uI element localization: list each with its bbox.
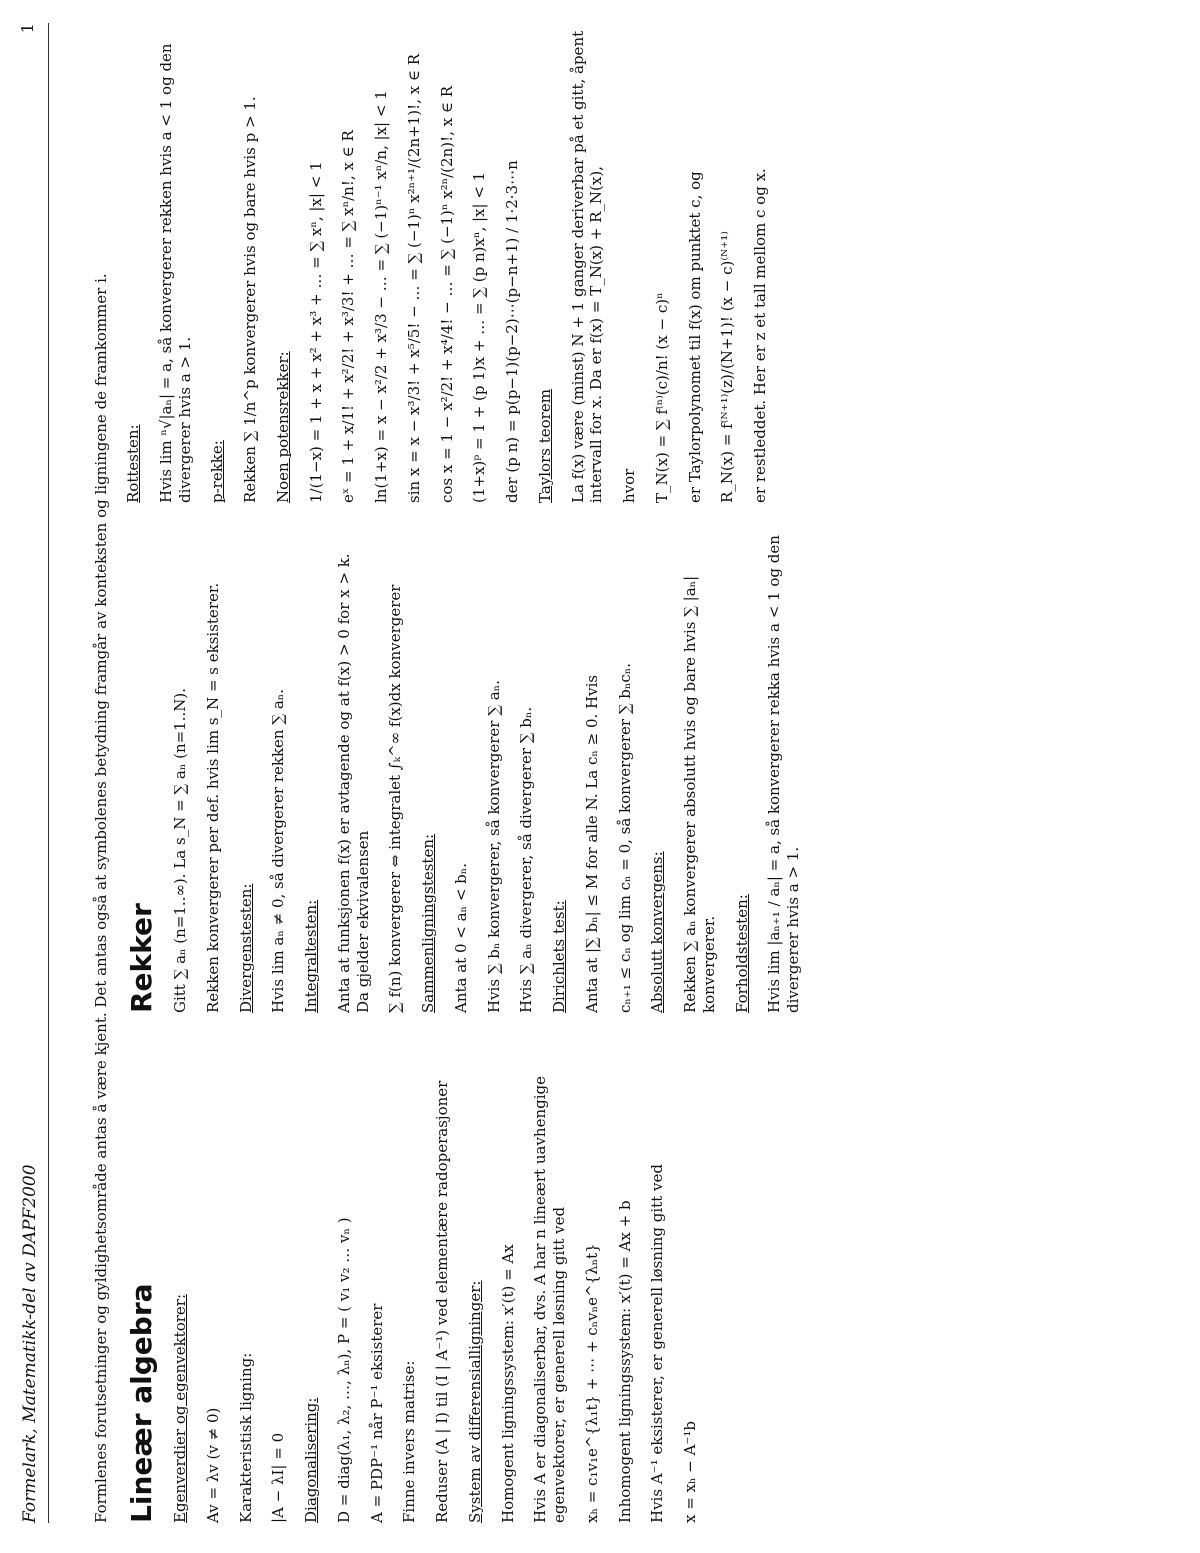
text-line: cₙ₊₁ ≤ cₙ og lim cₙ = 0, så konvergerer ∑ bₙcₙ. (615, 662, 634, 1013)
column-series (124, 533, 817, 1013)
formula-line: der (p n) = p(p−1)(p−2)⋯(p−n+1) / 1·2·3⋯n (503, 160, 521, 503)
section-label: Forholdstesten: (732, 894, 751, 1013)
section-label: Taylors teorem (535, 389, 554, 503)
formula-line: x = xₕ − A⁻¹b (681, 1421, 699, 1523)
text-line: Karakteristisk ligning: (236, 1352, 255, 1523)
section-label: Egenverdier og egenvektorer: (171, 1293, 189, 1523)
text-line: Anta at 0 < aₙ < bₙ. (451, 862, 470, 1013)
text-line: Hvis A⁻¹ eksisterer, er generell løsning gitt ved (648, 1164, 667, 1523)
formula-line: Inhomogent ligningssystem: x′(t) = Ax + b (615, 1200, 634, 1523)
formula-line: A = PDP⁻¹ når P⁻¹ eksisterer (367, 1303, 386, 1523)
text-line: Hvis ∑ aₙ divergerer, så divergerer ∑ bₙ. (517, 706, 536, 1013)
section-label: Absolutt konvergens: (648, 851, 667, 1013)
text-line: Hvis ∑ bₙ konvergerer, så konvergerer ∑ aₙ. (484, 680, 503, 1013)
text-line: Finne invers matrise: (400, 1360, 419, 1523)
text-line: er restleddet. Her er z et tall mellom c og x. (751, 168, 769, 503)
formula-line: ln(1+x) = x − x²/2 + x³/3 − … = ∑ (−1)ⁿ⁻¹ xⁿ/n, |x| < 1 (372, 90, 390, 503)
text-line: Anta at funksjonen f(x) er avtagende og at f(x) > 0 for x > k. Da gjelder ekvivalensen (334, 553, 372, 1013)
text-line: Hvis lim aₙ ≠ 0, så divergerer rekken ∑ aₙ. (269, 688, 288, 1013)
formula-line: eˣ = 1 + x/1! + x²/2! + x³/3! + … = ∑ xⁿ/n!, x ∈ R (339, 130, 358, 503)
header-title: Formelark, Matematikk-del av DAPF2000 (20, 1164, 40, 1523)
section-label: Dirichlets test: (550, 900, 568, 1013)
formula-line: Gitt ∑ aₙ (n=1..∞). La s_N = ∑ aₙ (n=1..N). (171, 687, 189, 1013)
formula-line: (1+x)ᵖ = 1 + (p 1)x + … = ∑ (p n)xⁿ, |x| < 1 (470, 171, 489, 503)
section-label: Divergenstesten: (236, 883, 255, 1013)
text-line: hvor (620, 468, 638, 503)
text-line: Rekken konvergerer per def. hvis lim s_N = s eksisterer. (203, 582, 222, 1013)
text-line: Hvis lim ⁿ√|aₙ| = a, så konvergerer rekken hvis a < 1 og den divergerer hvis a > 1. (156, 43, 194, 503)
column-linear-algebra (124, 1043, 714, 1523)
text-line: er Taylorpolynomet til f(x) om punktet c, og (685, 171, 704, 503)
text-line: Rekken ∑ 1/n^p konvergerer hvis og bare hvis p > 1. (241, 96, 259, 503)
formula-line: D = diag(λ₁, λ₂, …, λₙ), P = ( v₁ v₂ … vₙ ) (334, 1217, 353, 1523)
formula-line: sin x = x − x³/3! + x⁵/5! − … = ∑ (−1)ⁿ x²ⁿ⁺¹/(2n+1)!, x ∈ R (404, 53, 423, 503)
formula-line: T_N(x) = ∑ f⁽ⁿ⁾(c)/n! (x − c)ⁿ (652, 292, 671, 503)
section-label: Integraltesten: (302, 899, 320, 1013)
section-label: p-rekke: (208, 440, 227, 503)
section-label: Sammenligningstesten: (419, 833, 437, 1013)
formula-line: |A − λI| = 0 (269, 1432, 288, 1523)
intro-text: Formlenes forutsetninger og gyldighetsområde antas å være kjent. Det antas også at symbolenes betydning framgår av konteksten og ligningene de framkommer i. (92, 273, 110, 1523)
section-label: Diagonalisering: (302, 1397, 320, 1523)
formula-line: 1/(1−x) = 1 + x + x² + x³ + … = ∑ xⁿ, |x| < 1 (306, 161, 325, 503)
section-title: Rekker (125, 903, 158, 1013)
formula-line: xₕ = c₁v₁e^{λ₁t} + ⋯ + cₙvₙe^{λₙt} (582, 1243, 601, 1523)
text-line: Hvis lim |aₙ₊₁ / aₙ| = a, så konvergerer rekka hvis a < 1 og den divergerer hvis a > 1. (765, 535, 802, 1013)
section-label: Noen potensrekker: (273, 351, 292, 503)
formula-line: cos x = 1 − x²/2! + x⁴/4! − … = ∑ (−1)ⁿ x²ⁿ/(2n)!, x ∈ R (437, 85, 456, 503)
text-line: La f(x) være (minst) N + 1 ganger deriverbar på et gitt, åpent intervall for x. Da er f(x) = T_N(x) + R_N(x), (568, 30, 606, 503)
section-label: Rottesten: (124, 424, 142, 503)
formula-line: Av = λv (v ≠ 0) (203, 1407, 222, 1523)
column-power-series (124, 23, 784, 503)
formula-line: Homogent ligningssystem: x′(t) = Ax (498, 1244, 517, 1523)
section-title: Lineær algebra (125, 1283, 158, 1523)
formula-line: ∑ f(n) konvergerer ⇔ integralet ∫ₖ^∞ f(x)dx konvergerer (386, 584, 405, 1013)
text-line: Hvis A er diagonaliserbar, dvs. A har n lineært uavhengige egenvektorer, er generell løsning gitt ved (531, 1076, 568, 1523)
formula-line: R_N(x) = f⁽ᴺ⁺¹⁾(z)/(N+1)! (x − c)⁽ᴺ⁺¹⁾ (718, 231, 737, 503)
section-label: System av differensialligninger: (465, 1280, 484, 1523)
text-line: Anta at |∑ bₙ| ≤ M for alle N. La cₙ ≥ 0. Hvis (582, 674, 601, 1013)
text-line: Rekken ∑ aₙ konvergerer absolutt hvis og bare hvis ∑ |aₙ| konvergerer. (681, 575, 718, 1013)
text-line: Reduser (A | I) til (I | A⁻¹) ved elementære radoperasjoner (433, 1080, 451, 1523)
page-number: 1 (18, 23, 37, 34)
page-header (14, 23, 49, 1523)
